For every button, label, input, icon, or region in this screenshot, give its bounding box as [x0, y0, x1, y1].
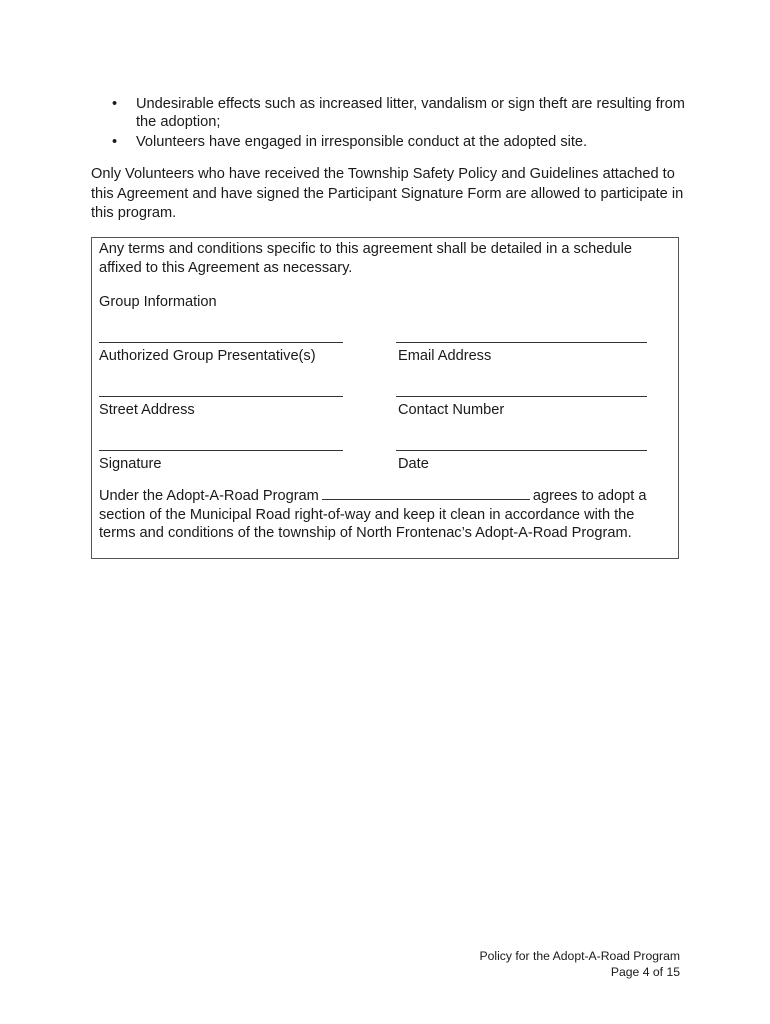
bullet-icon: •: [112, 96, 118, 112]
signature-field[interactable]: [99, 450, 349, 473]
bullet-icon: •: [112, 134, 118, 150]
contact-line[interactable]: [396, 396, 647, 397]
contact-number-field[interactable]: [396, 396, 646, 419]
page-footer: [479, 948, 680, 980]
email-line[interactable]: [396, 342, 647, 343]
representative-field[interactable]: [99, 342, 349, 365]
bullet-list: [108, 95, 688, 153]
bullet-item: [108, 95, 688, 131]
representative-label: Authorized Group Presentative(s): [99, 348, 316, 364]
page-number: Page 4 of 15: [610, 965, 680, 979]
closing-prefix: Under the Adopt-A-Road Program: [99, 488, 319, 504]
signature-line[interactable]: [99, 450, 343, 451]
contact-label: Contact Number: [398, 402, 505, 418]
intro-paragraph: Only Volunteers who have received the Township Safety Policy and Guidelines attached to this Agreement and have signed the Participant Signature Form are allowed to participate in this program.: [91, 166, 684, 221]
bullet-text: Volunteers have engaged in irresponsible conduct at the adopted site.: [136, 134, 588, 150]
closing-suffix: agrees to adopt a section of the Municipal Road right-of-way and keep it clean in accordance with the terms and conditions of the township of North Frontenac’s Adopt-A-Road Program.: [99, 488, 647, 541]
signature-label: Signature: [99, 456, 162, 472]
group-name-blank[interactable]: [322, 487, 530, 500]
footer-title: Policy for the Adopt-A-Road Program: [479, 949, 680, 963]
date-line[interactable]: [396, 450, 647, 451]
bullet-item: [108, 133, 688, 151]
signature-line[interactable]: [99, 342, 343, 343]
agreement-box: [91, 237, 679, 559]
bullet-text: Undesirable effects such as increased litter, vandalism or sign theft are resulting from the adoption;: [136, 96, 685, 130]
date-field[interactable]: [396, 450, 646, 473]
email-label: Email Address: [398, 348, 492, 364]
date-label: Date: [398, 456, 429, 472]
street-address-field[interactable]: [99, 396, 349, 419]
street-label: Street Address: [99, 402, 195, 418]
terms-paragraph: Any terms and conditions specific to this agreement shall be detailed in a schedule affixed to this Agreement as necessary.: [99, 241, 632, 276]
group-info-heading: Group Information: [99, 294, 217, 310]
email-field[interactable]: [396, 342, 646, 365]
closing-paragraph: [99, 487, 671, 543]
street-line[interactable]: [99, 396, 343, 397]
